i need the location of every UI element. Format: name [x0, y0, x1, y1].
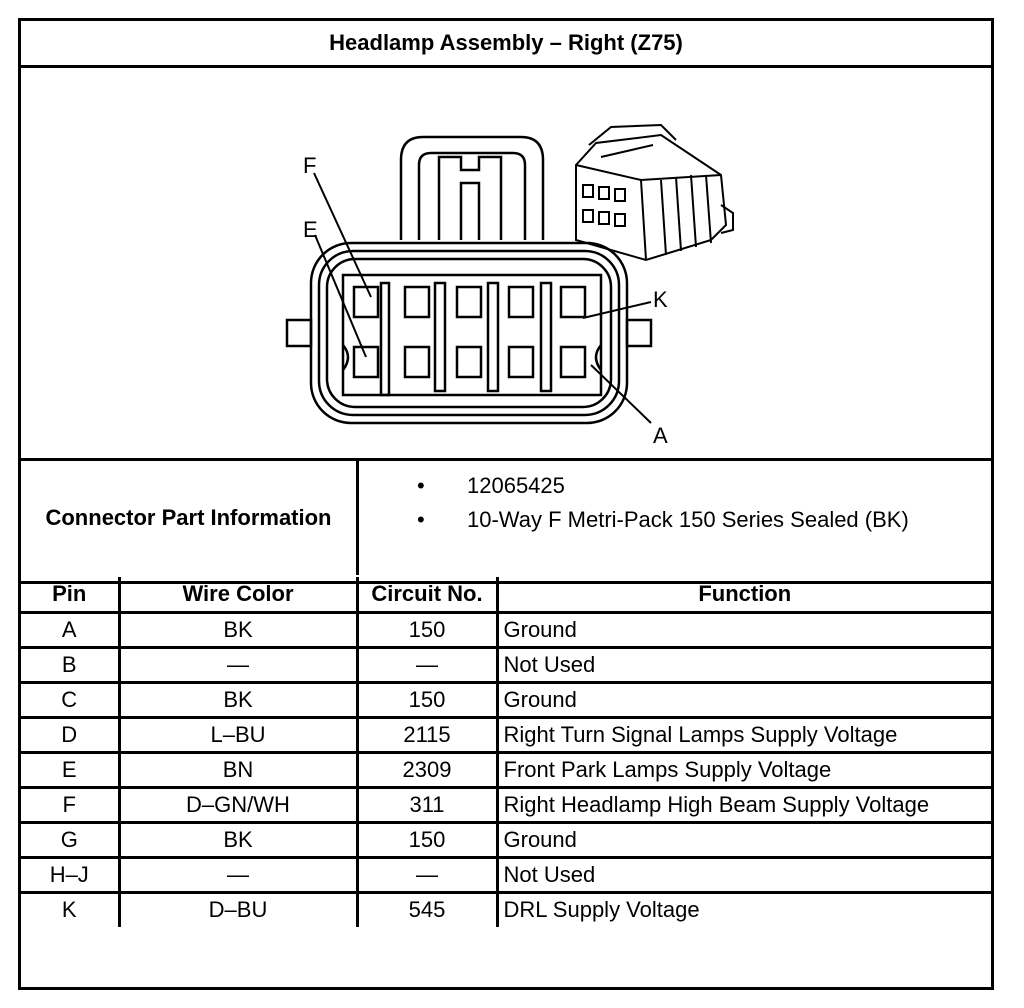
function-cell: Right Headlamp High Beam Supply Voltage — [497, 787, 991, 822]
right-tab — [627, 320, 651, 346]
wire-color-cell: — — [119, 857, 357, 892]
circuit-cell: — — [357, 857, 497, 892]
callout-f: F — [303, 153, 317, 178]
function-cell: Front Park Lamps Supply Voltage — [497, 752, 991, 787]
bullet: • — [417, 507, 425, 532]
table-row — [21, 752, 991, 787]
wire-color-cell: BK — [119, 822, 357, 857]
function-cell: Ground — [497, 612, 991, 647]
wire-color-cell: D–BU — [119, 892, 357, 927]
table-row — [21, 682, 991, 717]
table-row — [21, 647, 991, 682]
page-title: Headlamp Assembly – Right (Z75) — [21, 21, 991, 68]
table-row — [21, 857, 991, 892]
header-wire-color: Wire Color — [119, 577, 357, 612]
connector-type: 10-Way F Metri-Pack 150 Series Sealed (BK) — [467, 507, 909, 532]
pin-cell: D — [21, 717, 119, 752]
wire-color-cell: BK — [119, 682, 357, 717]
left-tab — [287, 320, 311, 346]
table-row — [21, 717, 991, 752]
header-circuit: Circuit No. — [357, 577, 497, 612]
function-cell: Ground — [497, 822, 991, 857]
pin-cell: F — [21, 787, 119, 822]
table-row — [21, 787, 991, 822]
connector-info-list — [359, 469, 909, 537]
table-row — [21, 892, 991, 927]
table-header-row — [21, 577, 991, 612]
header-function: Function — [497, 577, 991, 612]
function-cell: Ground — [497, 682, 991, 717]
circuit-cell: 311 — [357, 787, 497, 822]
function-cell: DRL Supply Voltage — [497, 892, 991, 927]
circuit-cell: 150 — [357, 822, 497, 857]
circuit-cell: 545 — [357, 892, 497, 927]
connector-face-drawing — [21, 65, 991, 457]
pin-cell: B — [21, 647, 119, 682]
pin-cell: K — [21, 892, 119, 927]
pin-cell: H–J — [21, 857, 119, 892]
part-number: 12065425 — [467, 473, 565, 498]
function-cell: Not Used — [497, 857, 991, 892]
circuit-cell: 2115 — [357, 717, 497, 752]
connector-diagram — [21, 65, 991, 457]
bullet: • — [417, 473, 425, 498]
connector-info-label: Connector Part Information — [21, 461, 359, 575]
wire-color-cell: L–BU — [119, 717, 357, 752]
wire-color-cell: BN — [119, 752, 357, 787]
pin-cell: A — [21, 612, 119, 647]
connector-isometric-illustration — [576, 125, 733, 260]
wire-color-cell: — — [119, 647, 357, 682]
connector-type-item — [359, 503, 909, 537]
circuit-cell: 150 — [357, 682, 497, 717]
wire-color-cell: D–GN/WH — [119, 787, 357, 822]
circuit-cell: — — [357, 647, 497, 682]
pin-cell: G — [21, 822, 119, 857]
pinout-table — [21, 577, 991, 927]
circuit-cell: 150 — [357, 612, 497, 647]
function-cell: Not Used — [497, 647, 991, 682]
function-cell: Right Turn Signal Lamps Supply Voltage — [497, 717, 991, 752]
table-row — [21, 612, 991, 647]
callout-k: K — [653, 287, 668, 312]
table-row — [21, 822, 991, 857]
connector-sheet — [18, 18, 994, 990]
header-pin: Pin — [21, 577, 119, 612]
circuit-cell: 2309 — [357, 752, 497, 787]
pin-cell: E — [21, 752, 119, 787]
connector-part-info — [21, 458, 991, 584]
callout-a: A — [653, 423, 668, 448]
pin-cell: C — [21, 682, 119, 717]
wire-color-cell: BK — [119, 612, 357, 647]
callout-e: E — [303, 217, 318, 242]
part-number-item — [359, 469, 909, 503]
